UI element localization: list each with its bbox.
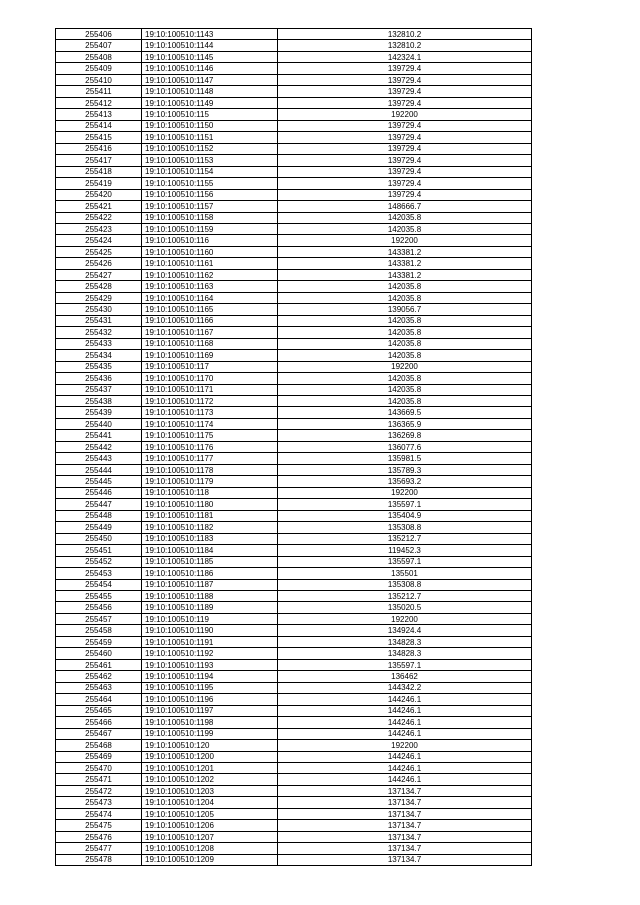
table-row xyxy=(56,40,532,51)
table-row xyxy=(56,223,532,234)
row-id-cell: 255432 xyxy=(56,327,142,338)
row-id-cell: 255425 xyxy=(56,246,142,257)
table-row xyxy=(56,636,532,647)
table-row xyxy=(56,189,532,200)
value-cell: 139729.4 xyxy=(278,74,532,85)
table-row xyxy=(56,338,532,349)
cadastral-number-cell: 19:10:100510:1156 xyxy=(142,189,278,200)
cadastral-number-cell: 19:10:100510:1160 xyxy=(142,246,278,257)
cadastral-number-cell: 19:10:100510:1182 xyxy=(142,522,278,533)
row-id-cell: 255430 xyxy=(56,304,142,315)
row-id-cell: 255465 xyxy=(56,705,142,716)
value-cell: 143669.5 xyxy=(278,407,532,418)
cadastral-number-cell: 19:10:100510:1153 xyxy=(142,155,278,166)
table-row xyxy=(56,166,532,177)
row-id-cell: 255410 xyxy=(56,74,142,85)
value-cell: 192200 xyxy=(278,361,532,372)
row-id-cell: 255470 xyxy=(56,763,142,774)
value-cell: 135212.7 xyxy=(278,590,532,601)
table-row xyxy=(56,155,532,166)
value-cell: 142035.8 xyxy=(278,373,532,384)
value-cell: 135308.8 xyxy=(278,522,532,533)
row-id-cell: 255463 xyxy=(56,682,142,693)
cadastral-number-cell: 19:10:100510:1204 xyxy=(142,797,278,808)
cadastral-number-cell: 19:10:100510:1170 xyxy=(142,373,278,384)
value-cell: 192200 xyxy=(278,487,532,498)
cadastral-number-cell: 19:10:100510:1154 xyxy=(142,166,278,177)
row-id-cell: 255414 xyxy=(56,120,142,131)
row-id-cell: 255473 xyxy=(56,797,142,808)
value-cell: 139729.4 xyxy=(278,97,532,108)
cadastral-number-cell: 19:10:100510:1195 xyxy=(142,682,278,693)
row-id-cell: 255445 xyxy=(56,476,142,487)
value-cell: 142035.8 xyxy=(278,292,532,303)
table-row xyxy=(56,808,532,819)
cadastral-number-cell: 19:10:100510:119 xyxy=(142,613,278,624)
value-cell: 142035.8 xyxy=(278,327,532,338)
table-row xyxy=(56,292,532,303)
table-row xyxy=(56,430,532,441)
cadastral-number-cell: 19:10:100510:1173 xyxy=(142,407,278,418)
cadastral-number-cell: 19:10:100510:1205 xyxy=(142,808,278,819)
value-cell: 142035.8 xyxy=(278,396,532,407)
value-cell: 135693.2 xyxy=(278,476,532,487)
table-row xyxy=(56,510,532,521)
cadastral-number-cell: 19:10:100510:1150 xyxy=(142,120,278,131)
row-id-cell: 255452 xyxy=(56,556,142,567)
value-cell: 135308.8 xyxy=(278,579,532,590)
value-cell: 136269.8 xyxy=(278,430,532,441)
cadastral-number-cell: 19:10:100510:1185 xyxy=(142,556,278,567)
cadastral-number-cell: 19:10:100510:1164 xyxy=(142,292,278,303)
value-cell: 192200 xyxy=(278,613,532,624)
cadastral-number-cell: 19:10:100510:1203 xyxy=(142,785,278,796)
cadastral-number-cell: 19:10:100510:1186 xyxy=(142,568,278,579)
cadastral-number-cell: 19:10:100510:1166 xyxy=(142,315,278,326)
cadastral-number-cell: 19:10:100510:1172 xyxy=(142,396,278,407)
table-row xyxy=(56,797,532,808)
table-row xyxy=(56,86,532,97)
row-id-cell: 255451 xyxy=(56,545,142,556)
value-cell: 136365.9 xyxy=(278,418,532,429)
table-row xyxy=(56,453,532,464)
cadastral-number-cell: 19:10:100510:1188 xyxy=(142,590,278,601)
table-row xyxy=(56,682,532,693)
row-id-cell: 255466 xyxy=(56,717,142,728)
table-row xyxy=(56,269,532,280)
value-cell: 137134.7 xyxy=(278,808,532,819)
row-id-cell: 255426 xyxy=(56,258,142,269)
table-row xyxy=(56,499,532,510)
table-row xyxy=(56,201,532,212)
row-id-cell: 255407 xyxy=(56,40,142,51)
table-row xyxy=(56,613,532,624)
cadastral-number-cell: 19:10:100510:1194 xyxy=(142,671,278,682)
row-id-cell: 255476 xyxy=(56,831,142,842)
cadastral-number-cell: 19:10:100510:1176 xyxy=(142,441,278,452)
cadastral-number-cell: 19:10:100510:1167 xyxy=(142,327,278,338)
cadastral-number-cell: 19:10:100510:1155 xyxy=(142,178,278,189)
table-row xyxy=(56,831,532,842)
cadastral-number-cell: 19:10:100510:1149 xyxy=(142,97,278,108)
row-id-cell: 255460 xyxy=(56,648,142,659)
value-cell: 136462 xyxy=(278,671,532,682)
table-row xyxy=(56,315,532,326)
row-id-cell: 255471 xyxy=(56,774,142,785)
value-cell: 136077.6 xyxy=(278,441,532,452)
row-id-cell: 255477 xyxy=(56,843,142,854)
table-row xyxy=(56,545,532,556)
row-id-cell: 255457 xyxy=(56,613,142,624)
table-row xyxy=(56,625,532,636)
row-id-cell: 255467 xyxy=(56,728,142,739)
value-cell: 192200 xyxy=(278,235,532,246)
row-id-cell: 255420 xyxy=(56,189,142,200)
row-id-cell: 255412 xyxy=(56,97,142,108)
cadastral-number-cell: 19:10:100510:1151 xyxy=(142,132,278,143)
row-id-cell: 255474 xyxy=(56,808,142,819)
row-id-cell: 255408 xyxy=(56,51,142,62)
row-id-cell: 255446 xyxy=(56,487,142,498)
cadastral-number-cell: 19:10:100510:1180 xyxy=(142,499,278,510)
table-row xyxy=(56,396,532,407)
value-cell: 144246.1 xyxy=(278,774,532,785)
row-id-cell: 255478 xyxy=(56,854,142,865)
value-cell: 144246.1 xyxy=(278,728,532,739)
cadastral-number-cell: 19:10:100510:1190 xyxy=(142,625,278,636)
cadastral-number-cell: 19:10:100510:120 xyxy=(142,740,278,751)
cadastral-number-cell: 19:10:100510:1206 xyxy=(142,820,278,831)
value-cell: 142035.8 xyxy=(278,338,532,349)
table-row xyxy=(56,602,532,613)
row-id-cell: 255469 xyxy=(56,751,142,762)
cadastral-number-cell: 19:10:100510:1159 xyxy=(142,223,278,234)
table-row xyxy=(56,671,532,682)
value-cell: 139729.4 xyxy=(278,120,532,131)
row-id-cell: 255416 xyxy=(56,143,142,154)
table-row xyxy=(56,590,532,601)
table-row xyxy=(56,843,532,854)
row-id-cell: 255429 xyxy=(56,292,142,303)
row-id-cell: 255436 xyxy=(56,373,142,384)
table-row xyxy=(56,751,532,762)
row-id-cell: 255431 xyxy=(56,315,142,326)
cadastral-number-cell: 19:10:100510:1177 xyxy=(142,453,278,464)
cadastral-number-cell: 19:10:100510:1181 xyxy=(142,510,278,521)
value-cell: 139729.4 xyxy=(278,132,532,143)
value-cell: 137134.7 xyxy=(278,797,532,808)
row-id-cell: 255444 xyxy=(56,464,142,475)
table-row xyxy=(56,29,532,40)
value-cell: 139056.7 xyxy=(278,304,532,315)
row-id-cell: 255440 xyxy=(56,418,142,429)
table-body xyxy=(56,29,532,866)
row-id-cell: 255418 xyxy=(56,166,142,177)
row-id-cell: 255462 xyxy=(56,671,142,682)
value-cell: 144246.1 xyxy=(278,705,532,716)
cadastral-number-cell: 19:10:100510:1187 xyxy=(142,579,278,590)
value-cell: 139729.4 xyxy=(278,155,532,166)
cadastral-number-cell: 19:10:100510:1199 xyxy=(142,728,278,739)
row-id-cell: 255456 xyxy=(56,602,142,613)
cadastral-number-cell: 19:10:100510:1158 xyxy=(142,212,278,223)
row-id-cell: 255475 xyxy=(56,820,142,831)
cadastral-number-cell: 19:10:100510:1189 xyxy=(142,602,278,613)
value-cell: 135404.9 xyxy=(278,510,532,521)
cadastral-number-cell: 19:10:100510:1145 xyxy=(142,51,278,62)
table-row xyxy=(56,717,532,728)
row-id-cell: 255415 xyxy=(56,132,142,143)
row-id-cell: 255448 xyxy=(56,510,142,521)
cadastral-number-cell: 19:10:100510:117 xyxy=(142,361,278,372)
value-cell: 143381.2 xyxy=(278,269,532,280)
row-id-cell: 255449 xyxy=(56,522,142,533)
cadastral-number-cell: 19:10:100510:116 xyxy=(142,235,278,246)
table-row xyxy=(56,51,532,62)
value-cell: 135597.1 xyxy=(278,659,532,670)
table-row xyxy=(56,350,532,361)
cadastral-number-cell: 19:10:100510:1163 xyxy=(142,281,278,292)
value-cell: 134828.3 xyxy=(278,636,532,647)
value-cell: 135981.5 xyxy=(278,453,532,464)
cadastral-number-cell: 19:10:100510:1144 xyxy=(142,40,278,51)
row-id-cell: 255442 xyxy=(56,441,142,452)
row-id-cell: 255438 xyxy=(56,396,142,407)
value-cell: 132810.2 xyxy=(278,29,532,40)
value-cell: 139729.4 xyxy=(278,143,532,154)
row-id-cell: 255468 xyxy=(56,740,142,751)
row-id-cell: 255428 xyxy=(56,281,142,292)
table-row xyxy=(56,384,532,395)
cadastral-number-cell: 19:10:100510:1208 xyxy=(142,843,278,854)
value-cell: 135020.5 xyxy=(278,602,532,613)
table-row xyxy=(56,281,532,292)
value-cell: 144246.1 xyxy=(278,717,532,728)
value-cell: 142035.8 xyxy=(278,212,532,223)
table-row xyxy=(56,63,532,74)
value-cell: 142035.8 xyxy=(278,223,532,234)
row-id-cell: 255424 xyxy=(56,235,142,246)
cadastral-number-cell: 19:10:100510:1200 xyxy=(142,751,278,762)
table-row xyxy=(56,97,532,108)
value-cell: 135501 xyxy=(278,568,532,579)
table-row xyxy=(56,659,532,670)
value-cell: 192200 xyxy=(278,109,532,120)
table-row xyxy=(56,522,532,533)
table-row xyxy=(56,579,532,590)
value-cell: 137134.7 xyxy=(278,831,532,842)
row-id-cell: 255459 xyxy=(56,636,142,647)
value-cell: 142035.8 xyxy=(278,315,532,326)
value-cell: 137134.7 xyxy=(278,854,532,865)
cadastral-number-cell: 19:10:100510:1197 xyxy=(142,705,278,716)
cadastral-number-cell: 19:10:100510:1201 xyxy=(142,763,278,774)
row-id-cell: 255450 xyxy=(56,533,142,544)
cadastral-number-cell: 19:10:100510:1209 xyxy=(142,854,278,865)
row-id-cell: 255455 xyxy=(56,590,142,601)
table-row xyxy=(56,763,532,774)
cadastral-number-cell: 19:10:100510:1178 xyxy=(142,464,278,475)
value-cell: 119452.3 xyxy=(278,545,532,556)
row-id-cell: 255458 xyxy=(56,625,142,636)
value-cell: 139729.4 xyxy=(278,63,532,74)
cadastral-number-cell: 19:10:100510:1192 xyxy=(142,648,278,659)
row-id-cell: 255413 xyxy=(56,109,142,120)
value-cell: 139729.4 xyxy=(278,189,532,200)
row-id-cell: 255453 xyxy=(56,568,142,579)
cadastral-number-cell: 19:10:100510:1148 xyxy=(142,86,278,97)
value-cell: 144246.1 xyxy=(278,694,532,705)
table-row xyxy=(56,533,532,544)
row-id-cell: 255417 xyxy=(56,155,142,166)
cadastral-number-cell: 19:10:100510:1193 xyxy=(142,659,278,670)
value-cell: 148666.7 xyxy=(278,201,532,212)
row-id-cell: 255447 xyxy=(56,499,142,510)
cadastral-number-cell: 19:10:100510:1191 xyxy=(142,636,278,647)
value-cell: 192200 xyxy=(278,740,532,751)
value-cell: 134828.3 xyxy=(278,648,532,659)
value-cell: 139729.4 xyxy=(278,178,532,189)
row-id-cell: 255464 xyxy=(56,694,142,705)
cadastral-number-cell: 19:10:100510:115 xyxy=(142,109,278,120)
table-row xyxy=(56,258,532,269)
row-id-cell: 255409 xyxy=(56,63,142,74)
value-cell: 139729.4 xyxy=(278,166,532,177)
value-cell: 142324.1 xyxy=(278,51,532,62)
cadastral-number-cell: 19:10:100510:1169 xyxy=(142,350,278,361)
row-id-cell: 255421 xyxy=(56,201,142,212)
table-row xyxy=(56,556,532,567)
row-id-cell: 255437 xyxy=(56,384,142,395)
cadastral-number-cell: 19:10:100510:1168 xyxy=(142,338,278,349)
table-row xyxy=(56,327,532,338)
value-cell: 142035.8 xyxy=(278,350,532,361)
value-cell: 139729.4 xyxy=(278,86,532,97)
table-row xyxy=(56,373,532,384)
table-row xyxy=(56,235,532,246)
table-row xyxy=(56,407,532,418)
value-cell: 134924.4 xyxy=(278,625,532,636)
table-row xyxy=(56,487,532,498)
table-row xyxy=(56,304,532,315)
table-row xyxy=(56,740,532,751)
cadastral-number-cell: 19:10:100510:1175 xyxy=(142,430,278,441)
table-row xyxy=(56,178,532,189)
table-row xyxy=(56,568,532,579)
value-cell: 135789.3 xyxy=(278,464,532,475)
table-row xyxy=(56,441,532,452)
cadastral-number-cell: 19:10:100510:1202 xyxy=(142,774,278,785)
table-row xyxy=(56,143,532,154)
table-row xyxy=(56,109,532,120)
value-cell: 144246.1 xyxy=(278,751,532,762)
cadastral-number-cell: 19:10:100510:1165 xyxy=(142,304,278,315)
row-id-cell: 255411 xyxy=(56,86,142,97)
row-id-cell: 255435 xyxy=(56,361,142,372)
row-id-cell: 255441 xyxy=(56,430,142,441)
row-id-cell: 255433 xyxy=(56,338,142,349)
row-id-cell: 255439 xyxy=(56,407,142,418)
row-id-cell: 255443 xyxy=(56,453,142,464)
cadastral-number-cell: 19:10:100510:1143 xyxy=(142,29,278,40)
row-id-cell: 255454 xyxy=(56,579,142,590)
row-id-cell: 255419 xyxy=(56,178,142,189)
cadastral-number-cell: 19:10:100510:1184 xyxy=(142,545,278,556)
table-row xyxy=(56,694,532,705)
table-row xyxy=(56,728,532,739)
cadastral-number-cell: 19:10:100510:118 xyxy=(142,487,278,498)
table-row xyxy=(56,648,532,659)
table-row xyxy=(56,418,532,429)
table-row xyxy=(56,120,532,131)
cadastral-number-cell: 19:10:100510:1146 xyxy=(142,63,278,74)
cadastral-number-cell: 19:10:100510:1207 xyxy=(142,831,278,842)
value-cell: 135597.1 xyxy=(278,499,532,510)
table-row xyxy=(56,854,532,865)
cadastral-number-cell: 19:10:100510:1147 xyxy=(142,74,278,85)
table-row xyxy=(56,132,532,143)
data-table xyxy=(55,28,532,866)
cadastral-number-cell: 19:10:100510:1162 xyxy=(142,269,278,280)
value-cell: 132810.2 xyxy=(278,40,532,51)
value-cell: 142035.8 xyxy=(278,281,532,292)
table-row xyxy=(56,464,532,475)
cadastral-number-cell: 19:10:100510:1157 xyxy=(142,201,278,212)
row-id-cell: 255461 xyxy=(56,659,142,670)
row-id-cell: 255406 xyxy=(56,29,142,40)
table-row xyxy=(56,705,532,716)
table-row xyxy=(56,74,532,85)
value-cell: 144342.2 xyxy=(278,682,532,693)
cadastral-number-cell: 19:10:100510:1196 xyxy=(142,694,278,705)
value-cell: 137134.7 xyxy=(278,820,532,831)
table-row xyxy=(56,212,532,223)
table-row xyxy=(56,785,532,796)
row-id-cell: 255423 xyxy=(56,223,142,234)
row-id-cell: 255422 xyxy=(56,212,142,223)
table-row xyxy=(56,476,532,487)
value-cell: 143381.2 xyxy=(278,246,532,257)
row-id-cell: 255472 xyxy=(56,785,142,796)
table-row xyxy=(56,820,532,831)
table-row xyxy=(56,361,532,372)
value-cell: 142035.8 xyxy=(278,384,532,395)
value-cell: 137134.7 xyxy=(278,785,532,796)
cadastral-number-cell: 19:10:100510:1183 xyxy=(142,533,278,544)
row-id-cell: 255434 xyxy=(56,350,142,361)
value-cell: 135597.1 xyxy=(278,556,532,567)
cadastral-number-cell: 19:10:100510:1174 xyxy=(142,418,278,429)
value-cell: 144246.1 xyxy=(278,763,532,774)
row-id-cell: 255427 xyxy=(56,269,142,280)
cadastral-number-cell: 19:10:100510:1171 xyxy=(142,384,278,395)
table-row xyxy=(56,774,532,785)
cadastral-number-cell: 19:10:100510:1161 xyxy=(142,258,278,269)
cadastral-number-cell: 19:10:100510:1198 xyxy=(142,717,278,728)
table-row xyxy=(56,246,532,257)
value-cell: 137134.7 xyxy=(278,843,532,854)
cadastral-number-cell: 19:10:100510:1152 xyxy=(142,143,278,154)
value-cell: 135212.7 xyxy=(278,533,532,544)
value-cell: 143381.2 xyxy=(278,258,532,269)
cadastral-number-cell: 19:10:100510:1179 xyxy=(142,476,278,487)
